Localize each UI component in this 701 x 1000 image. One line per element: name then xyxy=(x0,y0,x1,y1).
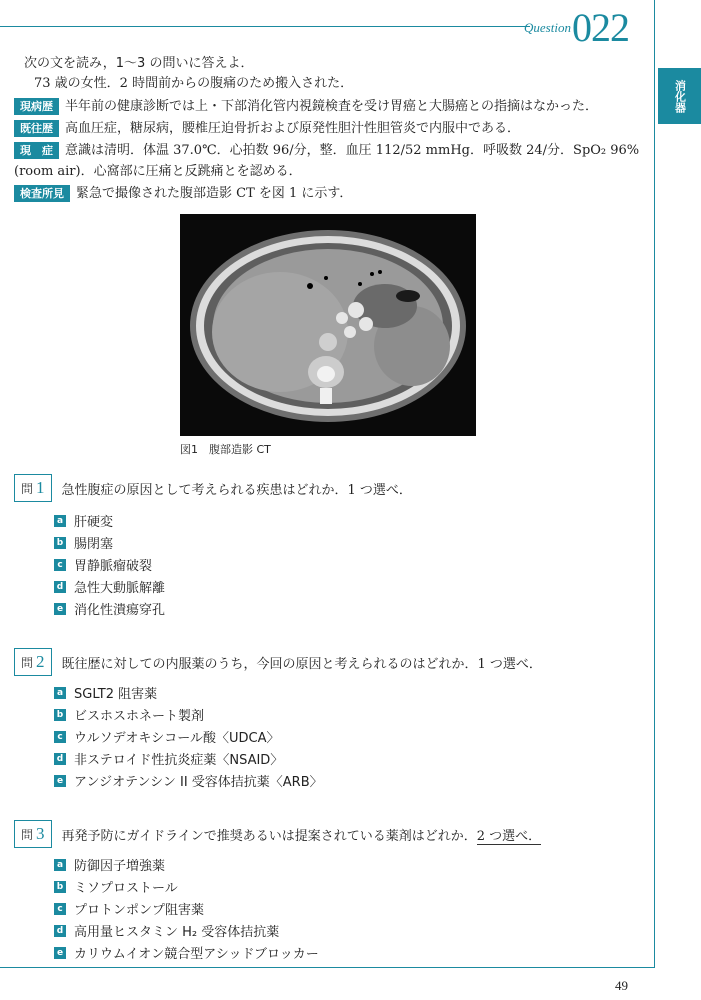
history-tag: 現病歴 xyxy=(14,98,59,115)
option-key: c xyxy=(54,731,66,743)
question-text: 既往歴に対しての内服薬のうち，今回の原因と考えられるのはどれか．1 つ選べ． xyxy=(61,656,542,672)
question-header xyxy=(14,648,542,676)
option-text: ミソプロストール xyxy=(74,881,178,896)
option-text: アンジオテンシン II 受容体拮抗薬〈ARB〉 xyxy=(74,775,323,790)
history-row xyxy=(14,141,639,161)
answer-option[interactable] xyxy=(54,705,204,724)
history-text: 半年前の健康診断では上・下部消化管内視鏡検査を受け胃癌と大腸癌との指摘はなかった． xyxy=(65,99,599,114)
answer-option[interactable] xyxy=(54,683,157,702)
answer-option[interactable] xyxy=(54,577,165,596)
option-text: SGLT2 阻害薬 xyxy=(74,687,158,702)
question-header xyxy=(14,820,541,848)
option-text: 胃静脈瘤破裂 xyxy=(74,559,153,574)
question-text: 急性腹症の原因として考えられる疾患はどれか．1 つ選べ． xyxy=(61,482,412,498)
option-key: e xyxy=(54,947,66,959)
option-key: c xyxy=(54,903,66,915)
answer-option[interactable] xyxy=(54,555,152,574)
answer-option[interactable] xyxy=(54,727,279,746)
question-badge xyxy=(14,820,52,848)
answer-option[interactable] xyxy=(54,599,165,618)
answer-option[interactable] xyxy=(54,943,319,962)
option-text: 高用量ヒスタミン H₂ 受容体拮抗薬 xyxy=(74,925,280,940)
question-badge-label: 問 xyxy=(21,481,34,496)
history-text-continued: (room air)．心窩部に圧痛と反跳痛とを認める． xyxy=(14,164,302,179)
question-label: Question xyxy=(524,20,571,35)
option-text: プロトンポンプ阻害薬 xyxy=(74,903,205,918)
option-key: e xyxy=(54,603,66,615)
header-rule xyxy=(0,26,530,27)
question-badge-number: 3 xyxy=(36,824,45,843)
question-badge xyxy=(14,474,52,502)
question-text-main: 再発予防にガイドラインで推奨あるいは提案されている薬剤はどれか． xyxy=(61,828,477,844)
ct-image xyxy=(180,214,476,436)
question-text-emphasis: 2 つ選べ． xyxy=(476,828,542,844)
option-text: ビスホスホネート製剤 xyxy=(74,709,205,724)
option-text: 防御因子増強薬 xyxy=(74,859,166,874)
option-text: 肝硬変 xyxy=(74,515,114,530)
figure-caption: 図1 腹部造影 CT xyxy=(180,443,271,456)
option-key: a xyxy=(54,515,66,527)
answer-option[interactable] xyxy=(54,771,323,790)
option-key: b xyxy=(54,709,66,721)
question-badge-label: 問 xyxy=(21,827,34,842)
history-tag: 現 症 xyxy=(14,142,59,159)
answer-option[interactable] xyxy=(54,511,113,530)
option-key: a xyxy=(54,687,66,699)
history-tag: 既往歴 xyxy=(14,120,59,137)
answer-option[interactable] xyxy=(54,749,283,768)
history-text: 緊急で撮像された腹部造影 CT を図 1 に示す． xyxy=(76,186,353,201)
option-key: a xyxy=(54,859,66,871)
question-text xyxy=(62,825,542,844)
question-badge-label: 問 xyxy=(21,655,34,670)
option-key: b xyxy=(54,881,66,893)
option-key: d xyxy=(54,581,66,593)
answer-option[interactable] xyxy=(54,899,204,918)
option-key: d xyxy=(54,753,66,765)
history-row xyxy=(14,184,352,204)
question-number: 022 xyxy=(572,5,629,50)
intro-text: 次の文を読み，1〜3 の問いに答えよ． xyxy=(24,56,254,71)
answer-option[interactable] xyxy=(54,921,279,940)
option-key: c xyxy=(54,559,66,571)
option-key: b xyxy=(54,537,66,549)
answer-option[interactable] xyxy=(54,855,165,874)
question-badge-number: 2 xyxy=(36,652,45,671)
patient-text: 73 歳の女性．2 時間前からの腹痛のため搬入された． xyxy=(34,76,354,91)
page-number: 49 xyxy=(615,978,628,993)
option-text: 消化性潰瘍穿孔 xyxy=(74,603,166,618)
question-badge xyxy=(14,648,52,676)
history-row xyxy=(14,119,520,139)
answer-option[interactable] xyxy=(54,877,178,896)
answer-option[interactable] xyxy=(54,533,113,552)
option-text: ウルソデオキシコール酸〈UDCA〉 xyxy=(74,731,280,746)
option-text: カリウムイオン競合型アシッドブロッカー xyxy=(74,947,319,962)
option-text: 非ステロイド性抗炎症薬〈NSAID〉 xyxy=(74,753,284,768)
option-key: e xyxy=(54,775,66,787)
history-text: 高血圧症，糖尿病，腰椎圧迫骨折および原発性胆汁性胆管炎で内服中である． xyxy=(65,121,521,136)
question-badge-number: 1 xyxy=(36,478,45,497)
section-tab[interactable]: 消化器 xyxy=(658,68,701,124)
option-key: d xyxy=(54,925,66,937)
history-text: 意識は清明．体温 37.0℃．心拍数 96/分，整．血圧 112/52 mmHg．呼吸数 24/分．SpO₂ 96% xyxy=(65,143,640,158)
history-row xyxy=(14,97,598,117)
option-text: 急性大動脈解離 xyxy=(74,581,166,596)
history-tag: 検査所見 xyxy=(14,185,70,202)
question-header xyxy=(14,474,412,502)
option-text: 腸閉塞 xyxy=(74,537,114,552)
